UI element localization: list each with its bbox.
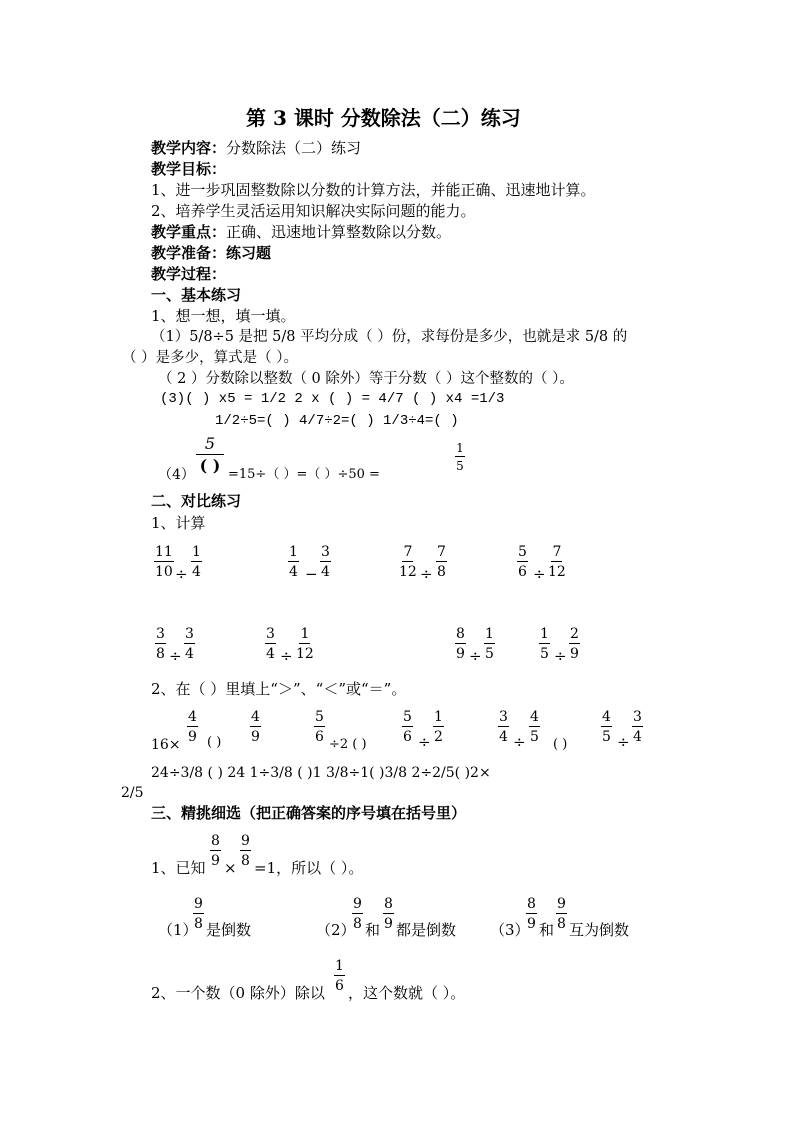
numerator: 3 (633, 709, 642, 725)
denominator: 10 (155, 564, 173, 580)
text: 和 (365, 921, 381, 939)
denominator: 6 (403, 729, 412, 745)
numerator: 1 (540, 626, 549, 642)
numerator: 5 (403, 709, 412, 725)
s1-q1-3a: (3)( ) x5 = 1/2 2 x ( ) = 4/7 ( ) x4 =1/3 (160, 391, 505, 407)
text: 16× (151, 737, 181, 753)
prep-value: 练习题 (226, 244, 272, 262)
option-3-text: 互为倒数 (569, 921, 630, 939)
operator: ÷ (280, 647, 293, 665)
denominator: 6 (518, 564, 527, 580)
option-2-text: 都是倒数 (396, 921, 457, 939)
fraction (436, 545, 447, 579)
section2-heading: 二、对比练习 (151, 492, 242, 510)
denominator: 5 (456, 459, 464, 473)
text: 1、已知 (151, 859, 206, 877)
s2-q2: 2、在（ ）里填上“＞”、“＜”或“＝”。 (151, 680, 407, 698)
numerator: 1 (434, 709, 443, 725)
fraction (498, 710, 509, 744)
text: ÷2 ( ) (329, 737, 367, 752)
operator: ÷ (554, 647, 567, 665)
fraction (191, 545, 202, 579)
denominator: 9 (456, 646, 465, 662)
operator: ÷ (513, 733, 526, 751)
text: 和 (539, 921, 555, 939)
s1-q1: 1、想一想，填一填。 (151, 307, 296, 325)
denominator: 9 (211, 853, 220, 869)
operator: ÷ (617, 733, 630, 751)
fraction (601, 710, 612, 744)
fraction (632, 710, 643, 744)
denominator: 12 (548, 564, 566, 580)
denominator: 9 (570, 646, 579, 662)
fraction (265, 627, 276, 661)
fraction (569, 627, 580, 661)
denominator: 5 (485, 646, 494, 662)
numerator: 7 (437, 544, 446, 560)
numerator: 9 (353, 896, 362, 912)
denominator: 4 (499, 729, 508, 745)
prep-line (151, 246, 271, 261)
numerator: 9 (557, 896, 566, 912)
denominator: 4 (321, 564, 330, 580)
fraction (383, 897, 394, 931)
numerator: 5 (196, 436, 224, 455)
denominator: 5 (530, 729, 539, 745)
numerator: 1 (300, 626, 310, 642)
fraction (288, 545, 299, 579)
denominator: 5 (540, 646, 549, 662)
fraction (517, 545, 528, 579)
numerator: 2 (570, 626, 579, 642)
key-value: 正确、迅速地计算整数除以分数。 (226, 223, 452, 241)
numerator: 3 (321, 544, 330, 560)
denominator: 9 (527, 916, 536, 932)
numerator: 5 (315, 709, 324, 725)
option-3-label: （3） (490, 921, 530, 939)
operator: ÷ (418, 733, 431, 751)
option-2-label: （2） (316, 921, 356, 939)
numerator: 9 (194, 896, 203, 912)
denominator: 9 (384, 916, 393, 932)
s1-q1-1b: （ ）是多少，算式是（ ）。 (122, 350, 298, 366)
fraction (484, 627, 495, 661)
text: 2、一个数（0 除外）除以 (151, 984, 325, 1002)
numerator: 8 (211, 833, 220, 849)
numerator: 4 (251, 709, 260, 725)
numerator: 8 (527, 896, 536, 912)
denominator: 4 (266, 646, 275, 662)
goal-1: 1、进一步巩固整数除以分数的计算方法，并能正确、迅速地计算。 (151, 181, 596, 199)
fraction (154, 545, 174, 579)
s1-q1-2: （ 2 ）分数除以整数（ 0 除外）等于分数（ ）这个整数的（ ）。 (158, 371, 574, 387)
operator: ÷ (533, 565, 546, 583)
s1-q1-4-text: =15÷（ ）=（ ）÷50 = (228, 467, 380, 482)
content-value: 分数除法（二）练习 (226, 139, 362, 157)
fraction (250, 710, 261, 744)
denominator: ( ) (199, 456, 221, 475)
numerator: 8 (456, 626, 465, 642)
denominator: 8 (437, 564, 446, 580)
operator: ÷ (469, 647, 482, 665)
operator: − (305, 565, 318, 583)
fraction (433, 710, 444, 744)
denominator: 8 (557, 916, 566, 932)
denominator: 12 (296, 646, 314, 662)
denominator: 6 (335, 978, 344, 994)
operator: ÷ (420, 565, 433, 583)
numerator: 4 (188, 709, 197, 725)
fraction (334, 959, 345, 993)
goal-2: 2、培养学生灵活运用知识解决实际问题的能力。 (151, 202, 476, 220)
denominator: 8 (241, 853, 250, 869)
numerator: 3 (185, 626, 194, 642)
text: ，这个数就（ ）。 (348, 984, 466, 1002)
denominator: 8 (194, 916, 203, 932)
denominator: 4 (289, 564, 298, 580)
goals-label: 教学目标： (151, 160, 227, 178)
numerator: 1 (192, 544, 201, 560)
denominator: 6 (315, 729, 324, 745)
denominator: 4 (633, 729, 642, 745)
fraction (314, 710, 325, 744)
s1-q1-4-label: （4） (158, 467, 195, 483)
page-title: 第 3 课时 分数除法（二）练习 (246, 106, 521, 130)
numerator: 1 (456, 441, 464, 455)
numerator: 4 (602, 709, 611, 725)
fraction (210, 834, 221, 868)
operator: × (224, 859, 237, 877)
fraction (296, 627, 314, 661)
numerator: 3 (499, 709, 508, 725)
fraction (184, 627, 195, 661)
content-line (151, 141, 361, 156)
fraction (352, 897, 363, 931)
numerator: 11 (155, 544, 173, 560)
denominator: 9 (251, 729, 260, 745)
denominator: 2 (434, 729, 443, 745)
content-label: 教学内容： (151, 139, 227, 157)
fraction (402, 710, 413, 744)
fraction (548, 545, 566, 579)
fraction (240, 834, 251, 868)
fraction (529, 710, 540, 744)
numerator: 7 (403, 544, 413, 560)
text: =1，所以（ ）。 (254, 859, 364, 877)
operator: ÷ (175, 565, 188, 583)
denominator: 8 (353, 916, 362, 932)
denominator: 8 (156, 646, 165, 662)
s1-q1-4-fraction (196, 436, 224, 474)
fraction (539, 627, 550, 661)
numerator: 1 (485, 626, 494, 642)
key-label: 教学重点： (151, 223, 227, 241)
numerator: 1 (335, 958, 344, 974)
fraction (455, 627, 466, 661)
numerator: 3 (156, 626, 165, 642)
denominator: 4 (192, 564, 201, 580)
denominator: 12 (399, 564, 417, 580)
key-line (151, 225, 451, 240)
s1-q1-1a: （1）5/8÷5 是把 5/8 平均分成（ ）份，求每份是多少，也就是求 5/8 的 (151, 329, 628, 345)
fraction (320, 545, 331, 579)
prep-label: 教学准备： (151, 244, 227, 262)
fraction (155, 627, 166, 661)
numerator: 3 (266, 626, 275, 642)
section1-heading: 一、基本练习 (151, 286, 242, 304)
numerator: 5 (518, 544, 527, 560)
numerator: 4 (530, 709, 539, 725)
s1-q1-3b: 1/2÷5=( ) 4/7÷2=( ) 1/3÷4=( ) (215, 413, 459, 429)
s1-q1-4-result (455, 442, 465, 472)
compare-row-2: 24÷3/8 ( ) 24 1÷3/8 ( )1 3/8÷1( )3/8 2÷2/5( )2× (151, 765, 491, 781)
fraction (526, 897, 537, 931)
option-1-text: 是倒数 (206, 921, 252, 939)
numerator: 7 (552, 544, 562, 560)
numerator: 8 (384, 896, 393, 912)
option-1-label: （1） (158, 921, 198, 939)
blank: ( ) (207, 735, 222, 750)
numerator: 9 (241, 833, 250, 849)
fraction (187, 710, 198, 744)
fraction (399, 545, 417, 579)
process-label: 教学过程： (151, 265, 227, 283)
numerator: 1 (289, 544, 298, 560)
section3-heading: 三、精挑细选（把正确答案的序号填在括号里） (151, 804, 467, 822)
operator: ÷ (169, 647, 182, 665)
denominator: 9 (188, 729, 197, 745)
blank: ( ) (553, 737, 568, 752)
fraction (556, 897, 567, 931)
s2-q1: 1、计算 (151, 514, 206, 532)
denominator: 5 (602, 729, 611, 745)
fraction (193, 897, 204, 931)
compare-row-2-wrap: 2/5 (121, 785, 144, 801)
denominator: 4 (185, 646, 194, 662)
